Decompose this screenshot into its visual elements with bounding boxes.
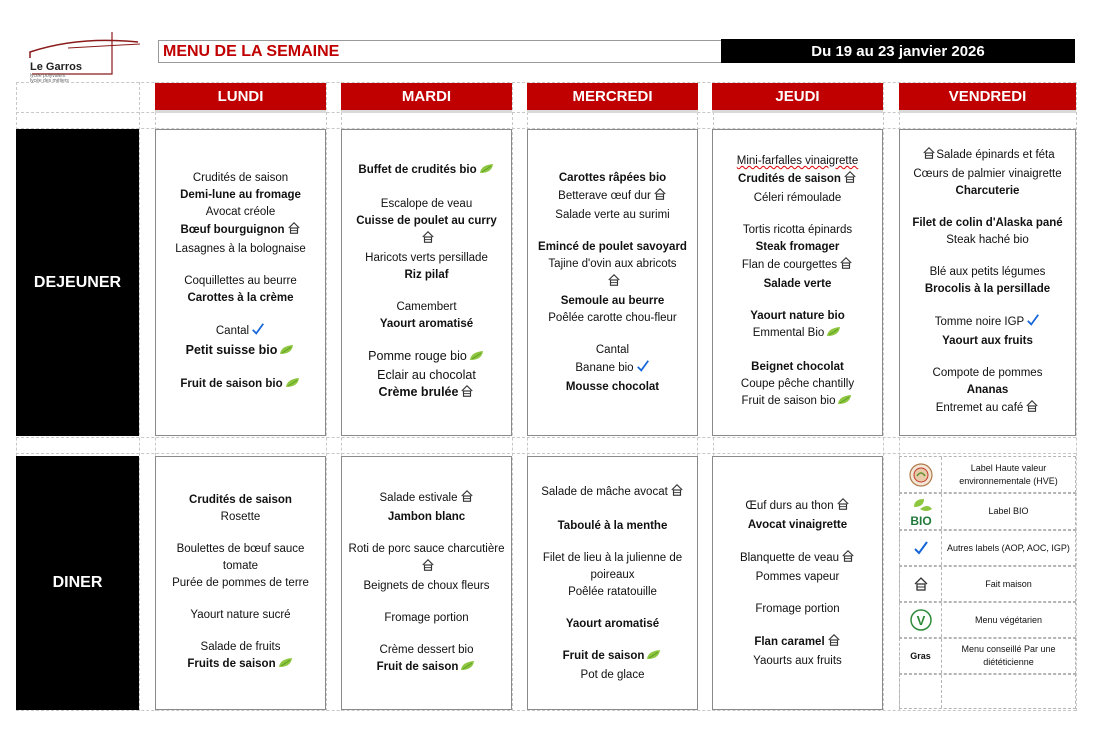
menu-item: Poêlée carotte chou-fleur	[548, 311, 677, 324]
menu-item: Mousse chocolat	[565, 380, 660, 393]
svg-text:BIO: BIO	[909, 513, 932, 527]
menu-item: Haricots verts persillade	[365, 252, 488, 264]
menu-item: Tomme noire IGP	[935, 313, 1040, 333]
menu-item: Carottes râpées bio	[558, 171, 667, 184]
menu-item: Pot de glace	[580, 668, 645, 681]
day-header-mercredi: MERCREDI	[527, 83, 698, 110]
menu-item: Betterave œuf dur	[558, 187, 667, 207]
menu-item: Crudités de saison	[189, 493, 292, 506]
menu-item: Yaourt aromatisé	[565, 617, 660, 630]
menu-item: Banane bio	[575, 359, 649, 379]
lunch-box-mercredi	[527, 129, 698, 436]
check-icon	[251, 322, 265, 342]
menu-item: Mini-farfalles vinaigrette	[736, 155, 859, 167]
house-icon	[900, 567, 942, 601]
menu-item: Purée de pommes de terre	[172, 576, 309, 589]
legend-row-homemade: Fait maison	[899, 566, 1076, 602]
menu-item: Lasagnes à la bolognaise	[175, 243, 306, 255]
bio-leaf-icon	[460, 660, 476, 678]
logo-tagline: lycée polyvalent lycée des métiers	[30, 73, 69, 84]
house-icon	[841, 549, 855, 569]
menu-item: Cuisse de poulet au curry	[356, 215, 497, 227]
menu-item: Charcuterie	[955, 185, 1020, 197]
menu-item: Steak fromager	[755, 241, 840, 253]
check-icon	[636, 359, 650, 379]
menu-item: Cantal	[595, 343, 630, 356]
menu-item: Coquillettes au beurre	[184, 275, 297, 287]
house-icon	[421, 558, 435, 578]
dinner-box-jeudi	[712, 456, 883, 710]
menu-item: Avocat vinaigrette	[747, 518, 848, 531]
menu-item: Fruits de saison	[187, 656, 293, 675]
menu-item: Crème brulée	[379, 384, 475, 403]
menu-item: Semoule au beurre	[560, 294, 665, 307]
menu-item: Carottes à la crème	[187, 292, 294, 304]
house-icon	[827, 633, 841, 653]
menu-item: Petit suisse bio	[186, 342, 296, 361]
menu-item: Yaourt nature sucré	[190, 608, 291, 621]
house-icon	[421, 230, 435, 250]
menu-item: Rosette	[220, 510, 261, 523]
menu-item: Brocolis à la persillade	[924, 283, 1051, 295]
menu-item: Yaourts aux fruits	[753, 654, 842, 667]
lunch-box-lundi	[155, 129, 326, 436]
menu-item: Eclair au chocolat	[377, 368, 476, 382]
menu-item: Salade verte au surimi	[555, 208, 670, 221]
menu-item: Crudités de saison	[738, 170, 857, 190]
lunch-box-jeudi	[712, 129, 883, 436]
menu-item: Cœurs de palmier vinaigrette	[913, 168, 1062, 180]
bio-leaf-icon	[469, 350, 485, 367]
menu-item: Yaourt nature bio	[750, 310, 845, 322]
house-icon	[843, 170, 857, 190]
menu-item: Blé aux petits légumes	[929, 266, 1046, 278]
menu-item: Salade de mâche avocat	[541, 483, 684, 503]
menu-item	[605, 273, 621, 293]
school-logo	[28, 30, 140, 84]
menu-item: Blanquette de veau	[740, 549, 855, 569]
menu-item: Beignets de choux fleurs	[363, 579, 490, 592]
menu-item: Fruit de saison bio	[742, 393, 854, 412]
bio-leaf-icon	[285, 377, 301, 395]
menu-item: Boulettes de bœuf sauce tomate	[176, 542, 305, 572]
menu-item: Taboulé à la menthe	[557, 519, 668, 532]
house-icon	[460, 384, 474, 403]
menu-item: Avocat créole	[205, 206, 276, 218]
house-icon	[1025, 399, 1039, 419]
menu-item: Salade verte	[763, 278, 832, 290]
menu-item: Coupe pêche chantilly	[740, 378, 855, 390]
menu-item: Pommes vapeur	[755, 570, 840, 583]
menu-item: Fruit de saison bio	[180, 376, 300, 395]
menu-item: Jambon blanc	[387, 510, 466, 523]
house-icon	[836, 497, 850, 517]
check-icon	[1026, 313, 1040, 333]
house-icon	[653, 187, 667, 207]
house-icon	[839, 256, 853, 276]
day-header-mardi: MARDI	[341, 83, 512, 110]
meal-label-lunch: DEJEUNER	[16, 129, 139, 436]
page-title: MENU DE LA SEMAINE	[163, 43, 340, 60]
bold-text-sample: Gras	[900, 639, 942, 673]
menu-item: Emincé de poulet savoyard	[538, 240, 687, 253]
logo-name: Le Garros	[30, 61, 82, 73]
bio-leaf-icon	[646, 649, 662, 667]
date-range: Du 19 au 23 janvier 2026	[721, 39, 1075, 63]
menu-item: Fromage portion	[384, 611, 469, 624]
menu-item: Fromage portion	[755, 602, 840, 615]
menu-item: Emmental Bio	[753, 325, 843, 344]
menu-item: Ananas	[966, 384, 1009, 396]
menu-item: Cantal	[216, 322, 265, 342]
menu-item: Salade estivale	[380, 489, 474, 509]
menu-item: Filet de lieu à la julienne de poireaux	[542, 551, 683, 581]
house-icon	[607, 273, 621, 293]
menu-item: Steak haché bio	[946, 234, 1029, 246]
check-icon	[900, 531, 942, 565]
menu-item: Fruit de saison	[563, 648, 663, 667]
menu-item: Compote de pommes	[932, 367, 1043, 379]
menu-item: Yaourt aux fruits	[942, 335, 1033, 347]
bio-leaf-icon	[479, 163, 495, 181]
bio-leaf-icon	[279, 344, 295, 361]
menu-item	[419, 230, 435, 250]
dinner-box-mardi	[341, 456, 512, 710]
menu-item: Salade épinards et féta	[920, 146, 1054, 166]
legend-row-bio: BIO Label BIO	[899, 493, 1076, 530]
menu-item: Escalope de veau	[380, 198, 473, 210]
day-header-vendredi: VENDREDI	[899, 83, 1076, 110]
menu-item: Bœuf bourguignon	[180, 221, 300, 241]
menu-item: Céleri rémoulade	[753, 192, 842, 204]
bio-leaf-icon	[278, 657, 294, 675]
legend-row-hve: Label Haute valeur environnementale (HVE)	[899, 456, 1076, 493]
menu-item: Crudités de saison	[192, 172, 289, 184]
menu-item: Salade de fruits	[200, 640, 281, 653]
menu-item: Entremet au café	[936, 399, 1040, 419]
menu-item: Beignet chocolat	[751, 361, 844, 373]
house-icon	[287, 221, 301, 241]
svg-text:V: V	[916, 613, 925, 628]
house-icon	[460, 489, 474, 509]
menu-item: Œuf durs au thon	[745, 497, 849, 517]
menu-item: Filet de colin d'Alaska pané	[912, 217, 1063, 229]
menu-item: Pomme rouge bio	[368, 348, 485, 367]
meal-label-dinner: DINER	[16, 456, 139, 710]
bio-label-icon	[900, 494, 942, 529]
day-header-lundi: LUNDI	[155, 83, 326, 110]
menu-item: Fruit de saison	[377, 659, 477, 678]
menu-item: Camembert	[396, 301, 457, 313]
house-icon	[922, 146, 936, 166]
legend-row-bold: Gras Menu conseillé Par une diététicienne	[899, 638, 1076, 674]
legend	[899, 456, 1076, 709]
menu-item: Poêlée ratatouille	[568, 585, 657, 598]
menu-item: Yaourt aromatisé	[379, 318, 474, 330]
legend-row-vegetarian: V Menu végétarien	[899, 602, 1076, 638]
lunch-box-vendredi	[899, 129, 1076, 436]
menu-item: Demi-lune au fromage	[180, 189, 301, 201]
dinner-box-lundi	[155, 456, 326, 710]
menu-item: Tajine d'ovin aux abricots	[548, 257, 677, 270]
menu-item: Flan caramel	[754, 633, 840, 653]
hve-seal-icon	[900, 457, 942, 492]
menu-item: Flan de courgettes	[742, 256, 853, 276]
menu-item: Tortis ricotta épinards	[742, 224, 853, 236]
menu-item: Roti de porc sauce charcutière	[348, 541, 505, 578]
bio-leaf-icon	[837, 394, 853, 412]
lunch-box-mardi	[341, 129, 512, 436]
house-icon	[670, 483, 684, 503]
menu-item: Crème dessert bio	[379, 643, 474, 656]
bio-leaf-icon	[826, 326, 842, 344]
menu-item: Riz pilaf	[404, 269, 449, 281]
dinner-box-mercredi	[527, 456, 698, 710]
day-header-jeudi: JEUDI	[712, 83, 883, 110]
title-bar	[158, 40, 721, 63]
vegetarian-icon	[900, 603, 942, 637]
menu-item: Buffet de crudités bio	[358, 162, 494, 181]
legend-row-empty	[899, 674, 1076, 709]
legend-row-other-labels: Autres labels (AOP, AOC, IGP)	[899, 530, 1076, 566]
